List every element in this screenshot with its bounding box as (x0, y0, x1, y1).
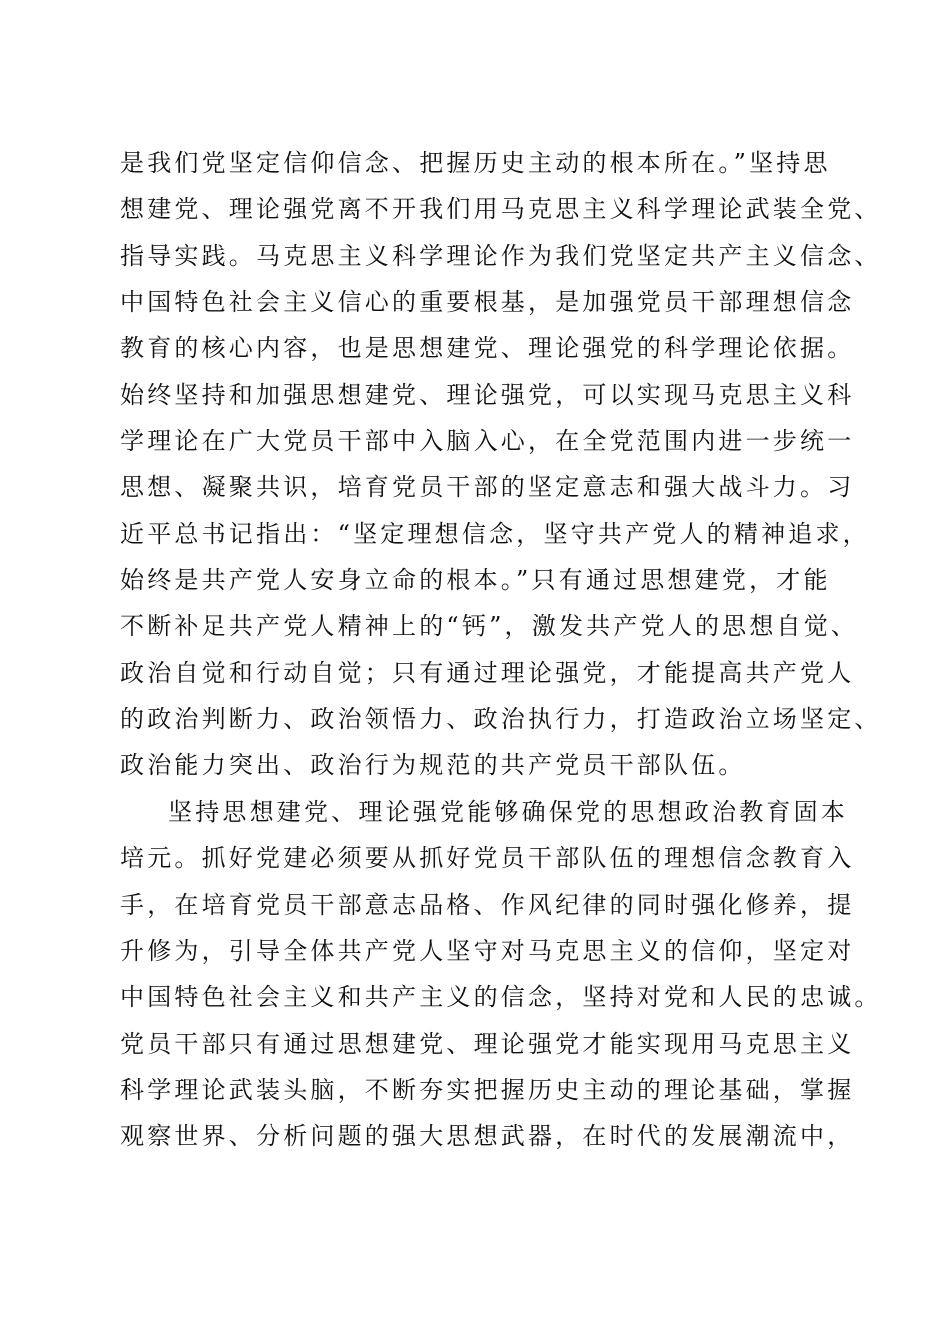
text-line: 政治自觉和行动自觉；只有通过理论强党，才能提高共产党人 (120, 658, 855, 687)
text-line: 思想、凝聚共识，培育党员干部的坚定意志和强大战斗力。习 (120, 473, 855, 502)
text-line: 观察世界、分析问题的强大思想武器，在时代的发展潮流中， (120, 1122, 855, 1151)
text-line: 中国特色社会主义信心的重要根基，是加强党员干部理想信念 (120, 288, 855, 317)
text-line: 科学理论武装头脑，不断夯实把握历史主动的理论基础，掌握 (120, 1075, 855, 1104)
text-line: 手，在培育党员干部意志品格、作风纪律的同时强化修养，提 (120, 890, 855, 919)
text-line: 不断补足共产党人精神上的“钙”，激发共产党人的思想自觉、 (120, 612, 859, 641)
text-line: 教育的核心内容，也是思想建党、理论强党的科学理论依据。 (120, 334, 855, 363)
text-line: 学理论在广大党员干部中入脑入心，在全党范围内进一步统一 (120, 427, 855, 456)
text-line: 指导实践。马克思主义科学理论作为我们党坚定共产主义信念、 (120, 241, 882, 270)
text-line: 升修为，引导全体共产党人坚守对马克思主义的信仰，坚定对 (120, 936, 855, 965)
text-line: 是我们党坚定信仰信念、把握历史主动的根本所在。”坚持思 (120, 149, 831, 177)
text-line: 的政治判断力、政治领悟力、政治执行力，打造政治立场坚定、 (120, 705, 882, 734)
text-line: 想建党、理论强党离不开我们用马克思主义科学理论武装全党、 (120, 195, 882, 224)
text-line: 中国特色社会主义和共产主义的信念，坚持对党和人民的忠诚。 (120, 983, 882, 1012)
body-text (120, 140, 882, 1160)
paragraph-start-line: 坚持思想建党、理论强党能够确保党的思想政治教育固本 (168, 797, 848, 826)
text-line: 党员干部只有通过思想建党、理论强党才能实现用马克思主义 (120, 1029, 855, 1058)
text-line: 近平总书记指出：“坚定理想信念，坚守共产党人的精神追求， (120, 519, 870, 548)
text-line: 始终是共产党人安身立命的根本。”只有通过思想建党，才能 (120, 566, 831, 595)
text-line: 政治能力突出、政治行为规范的共产党员干部队伍。 (120, 751, 746, 780)
text-line: 培元。抓好党建必须要从抓好党员干部队伍的理想信念教育入 (120, 844, 855, 873)
text-line: 始终坚持和加强思想建党、理论强党，可以实现马克思主义科 (120, 380, 855, 409)
